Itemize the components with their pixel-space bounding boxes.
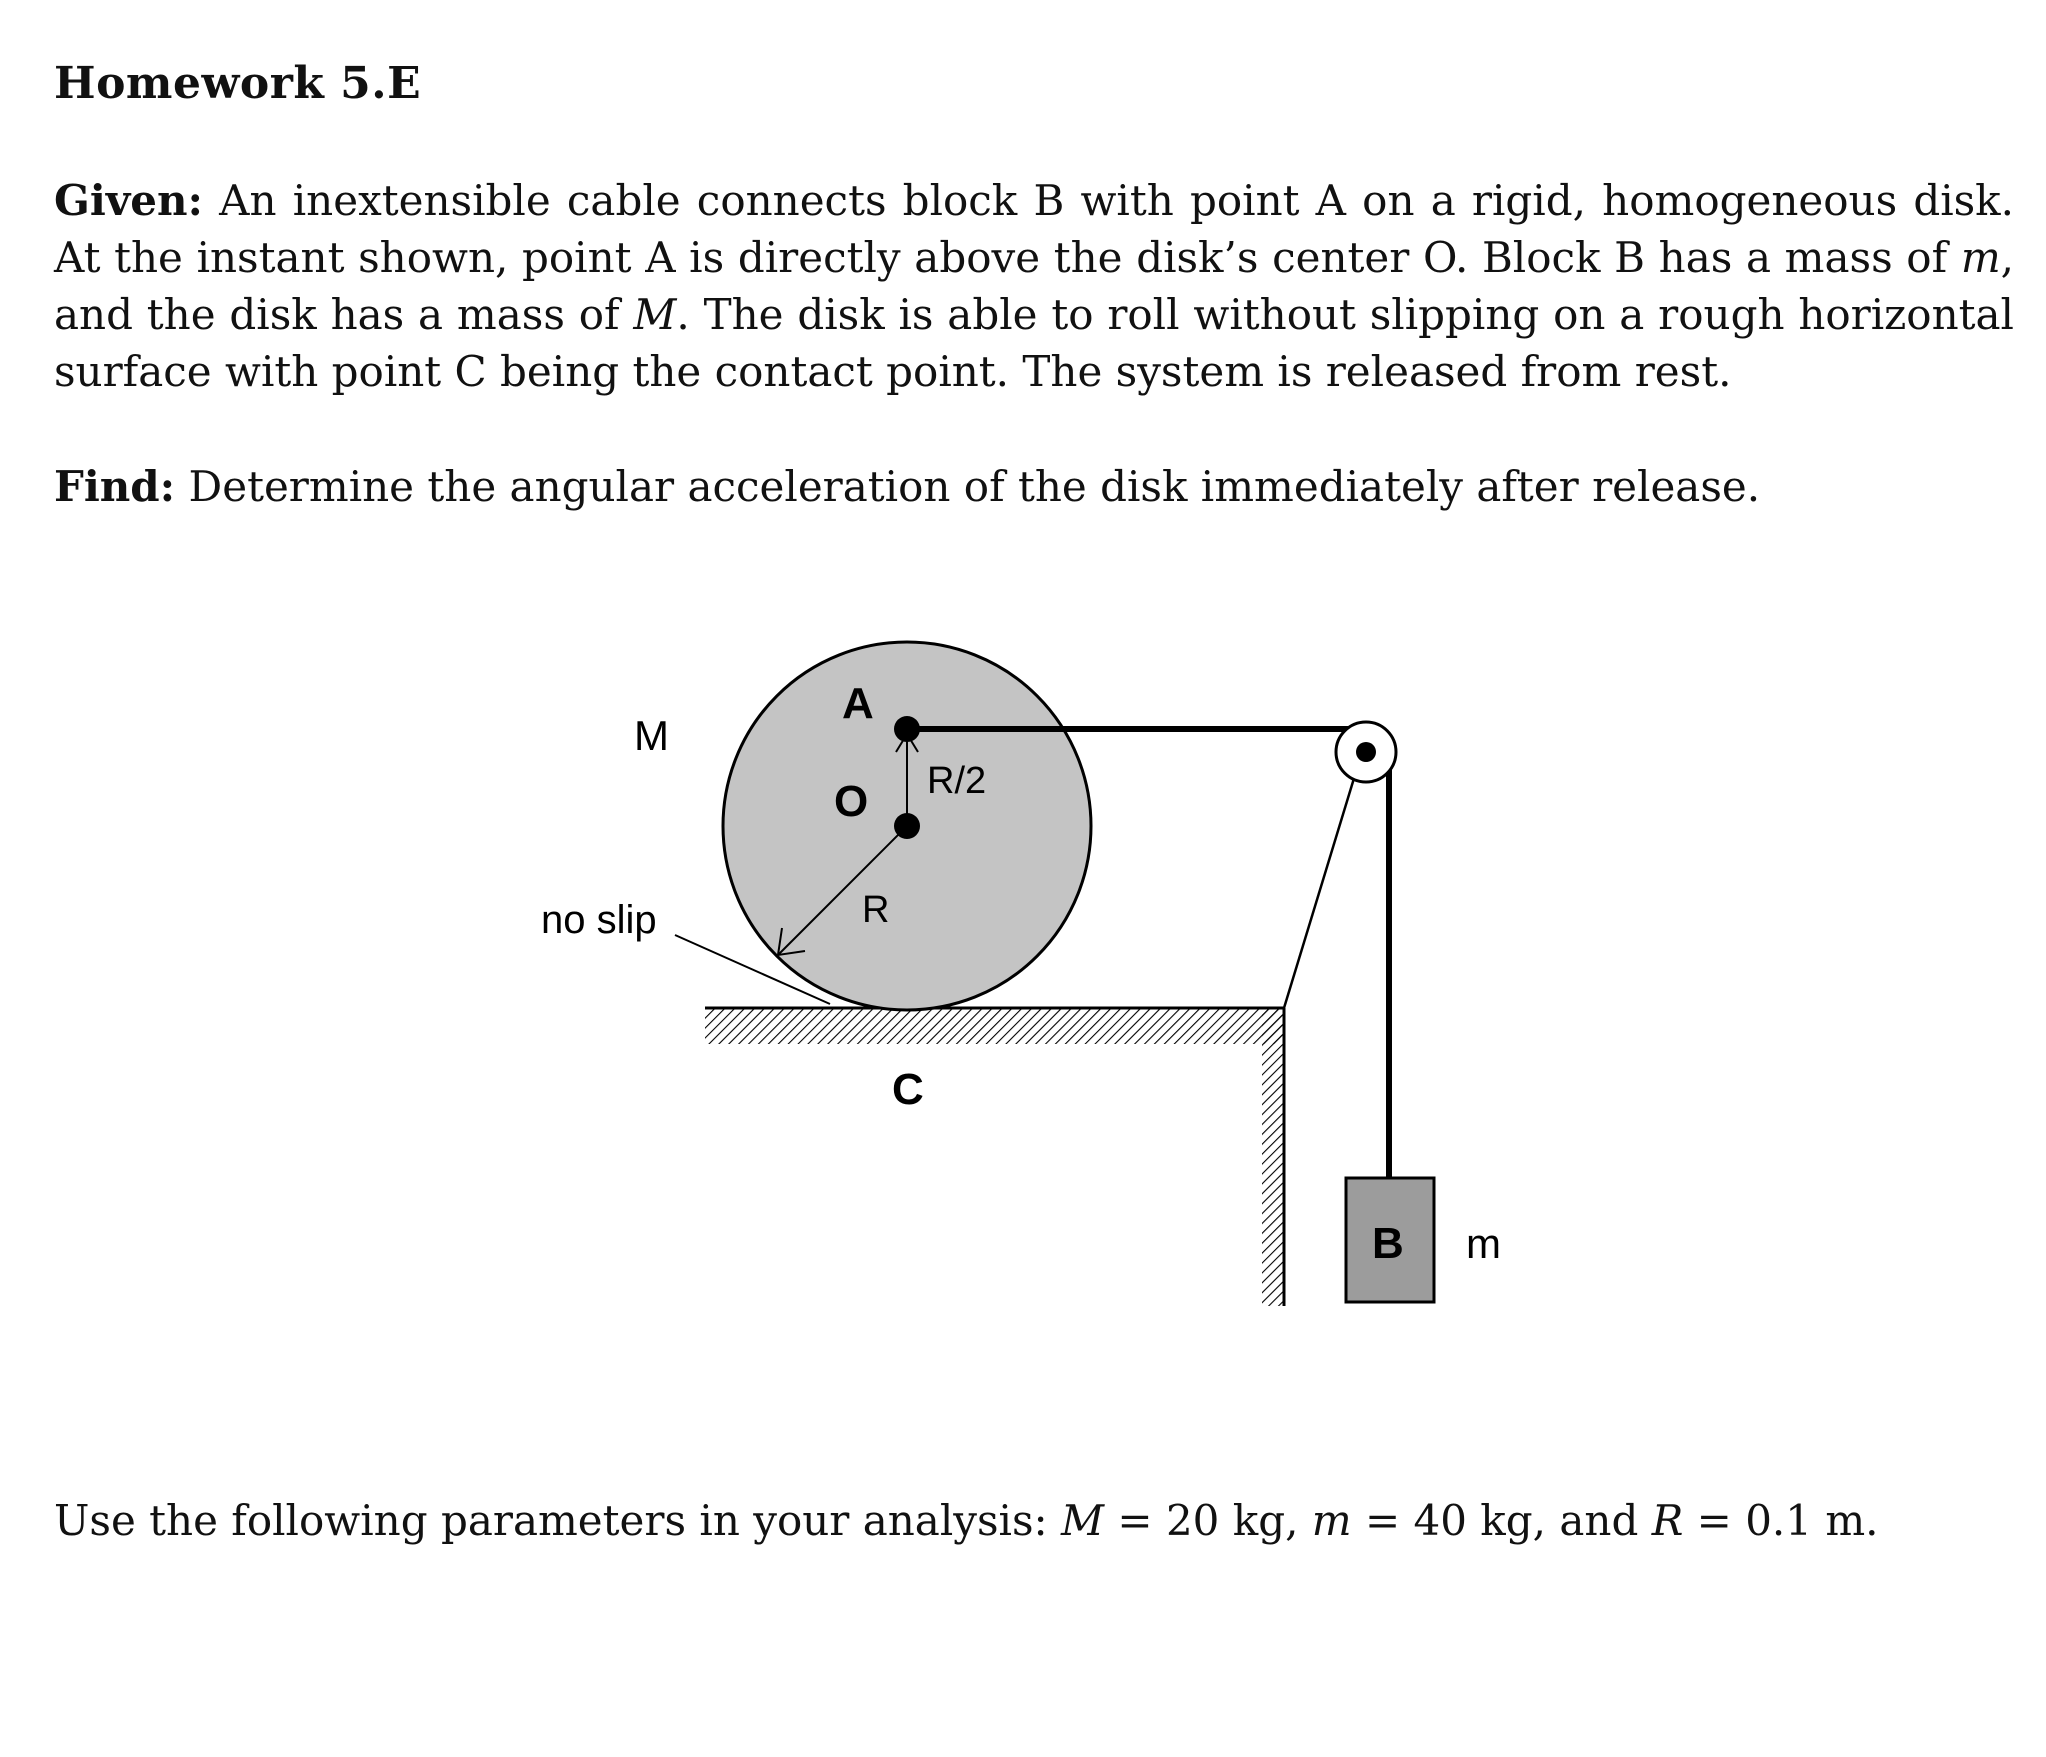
params-R-symbol: R xyxy=(1651,1496,1684,1545)
find-text: Determine the angular acceleration of the disk immediately after release. xyxy=(175,462,1761,511)
find-label: Find: xyxy=(54,462,176,511)
given-var-M: M xyxy=(633,290,677,339)
params-M-value: = 20 kg, xyxy=(1104,1496,1312,1545)
label-block-mass: m xyxy=(1466,1220,1501,1267)
homework-title: Homework 5.E xyxy=(54,58,422,109)
pulley-support xyxy=(1284,752,1362,1008)
params-m-symbol: m xyxy=(1311,1496,1352,1545)
params-M-symbol: M xyxy=(1061,1496,1105,1545)
given-label: Given: xyxy=(54,176,203,225)
given-var-m: m xyxy=(1960,233,2001,282)
pulley-axle xyxy=(1356,742,1376,762)
point-O-dot xyxy=(894,813,920,839)
label-disk-mass: M xyxy=(634,712,669,759)
params-R-value: = 0.1 m. xyxy=(1683,1496,1879,1545)
given-text-2: , and the disk has a mass of xyxy=(54,233,2014,339)
given-text: An inextensible cable connects block B with point A on a rigid, homogeneous disk. At the instant shown, point A is directly above the disk’s center O. Block B has a mass of xyxy=(54,176,2014,282)
ground-surface-hatch xyxy=(705,1008,1283,1044)
point-A-dot xyxy=(894,716,920,742)
wall-hatch xyxy=(1262,1008,1284,1306)
given-text-3: . The disk is able to roll without slipping on a rough horizontal surface with point C being the contact point. The system is released from rest. xyxy=(54,290,2014,396)
label-contact-C: C xyxy=(892,1065,924,1114)
label-no-slip: no slip xyxy=(541,898,657,942)
label-block-B: B xyxy=(1372,1219,1404,1268)
label-R-half: R/2 xyxy=(927,760,987,802)
params-m-value: = 40 kg, and xyxy=(1351,1496,1652,1545)
label-R: R xyxy=(862,889,890,931)
label-point-A: A xyxy=(842,679,874,728)
params-text: Use the following parameters in your analysis: xyxy=(54,1496,1062,1545)
parameters-paragraph xyxy=(54,1492,2014,1549)
label-point-O: O xyxy=(834,777,869,826)
